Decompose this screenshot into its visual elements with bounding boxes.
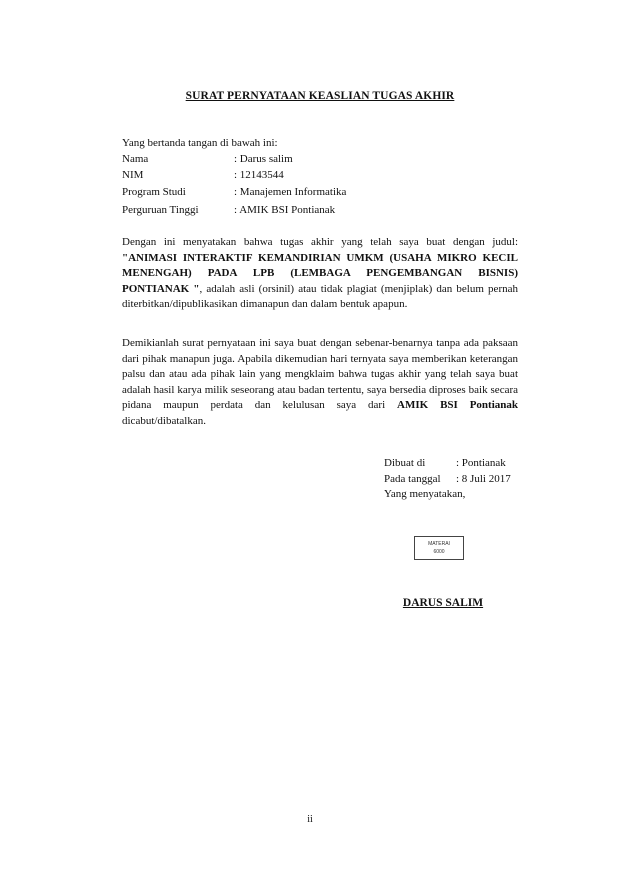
signature-closing	[384, 487, 511, 503]
signature-label: Pada tanggal	[384, 472, 441, 485]
intro-text: Yang bertanda tangan di bawah ini:	[122, 137, 278, 149]
identity-row-nama	[122, 152, 346, 168]
statement-text-end: , adalah asli (orsinil) atau tidak plagiat (menjiplak) dan belum pernah diterbitkan/dipublikasikan dimanapun dan dalam bentuk apapun.	[122, 282, 518, 311]
signer-name: DARUS SALIM	[402, 597, 484, 609]
identity-row-program-studi	[122, 185, 346, 201]
closing-text: Yang menyatakan,	[384, 488, 466, 501]
signature-value: : 8 Juli 2017	[456, 472, 511, 485]
institution-name: AMIK BSI Pontianak	[397, 399, 518, 412]
identity-table	[122, 152, 346, 218]
identity-value: : 12143544	[234, 168, 284, 181]
signature-block	[384, 456, 511, 503]
stamp-value: 6000	[433, 549, 445, 555]
identity-value: : AMIK BSI Pontianak	[234, 203, 336, 216]
signature-label: Dibuat di	[384, 457, 426, 469]
identity-label: NIM	[122, 168, 144, 181]
declaration-text-end: dicabut/dibatalkan.	[122, 414, 206, 427]
identity-label: Nama	[122, 153, 149, 165]
signature-place-row	[384, 456, 511, 472]
statement-text: Dengan ini menyatakan bahwa tugas akhir yang telah saya buat dengan judul:	[122, 236, 518, 248]
declaration-text: Demikianlah surat pernyataan ini saya buat dengan sebenar-benarnya tanpa ada paksaan dari pihak manapun juga. Apabila dikemudian hari ternyata saya memberikan keterangan palsu dan atau ada pihak lain yang mengklaim bahwa tugas akhir yang telah saya buat adalah hasil karya milik seseorang atau badan tertentu, saya bersedia diproses baik secara pidana maupun perdata dan kelulusan saya dari	[122, 337, 518, 412]
identity-value: : Manajemen Informatika	[234, 186, 347, 199]
statement-paragraph	[122, 235, 518, 313]
identity-label: Perguruan Tinggi	[122, 203, 199, 216]
stamp-label: MATERAI	[428, 541, 450, 547]
page-number: ii	[307, 814, 313, 825]
thesis-title: "ANIMASI INTERAKTIF KEMANDIRIAN UMKM (USAHA MIKRO KECIL MENENGAH) PADA LPB (LEMBAGA PENGEMBANGAN BISNIS) PONTIANAK "	[122, 251, 518, 295]
identity-value: : Darus salim	[234, 153, 293, 165]
identity-label: Program Studi	[122, 186, 186, 199]
identity-row-nim	[122, 168, 346, 184]
identity-row-perguruan-tinggi	[122, 203, 346, 219]
signature-date-row	[384, 472, 511, 488]
declaration-paragraph	[122, 336, 518, 430]
signature-value: : Pontianak	[456, 457, 506, 469]
document-title: SURAT PERNYATAAN KEASLIAN TUGAS AKHIR	[185, 90, 455, 102]
materai-stamp	[414, 536, 464, 560]
